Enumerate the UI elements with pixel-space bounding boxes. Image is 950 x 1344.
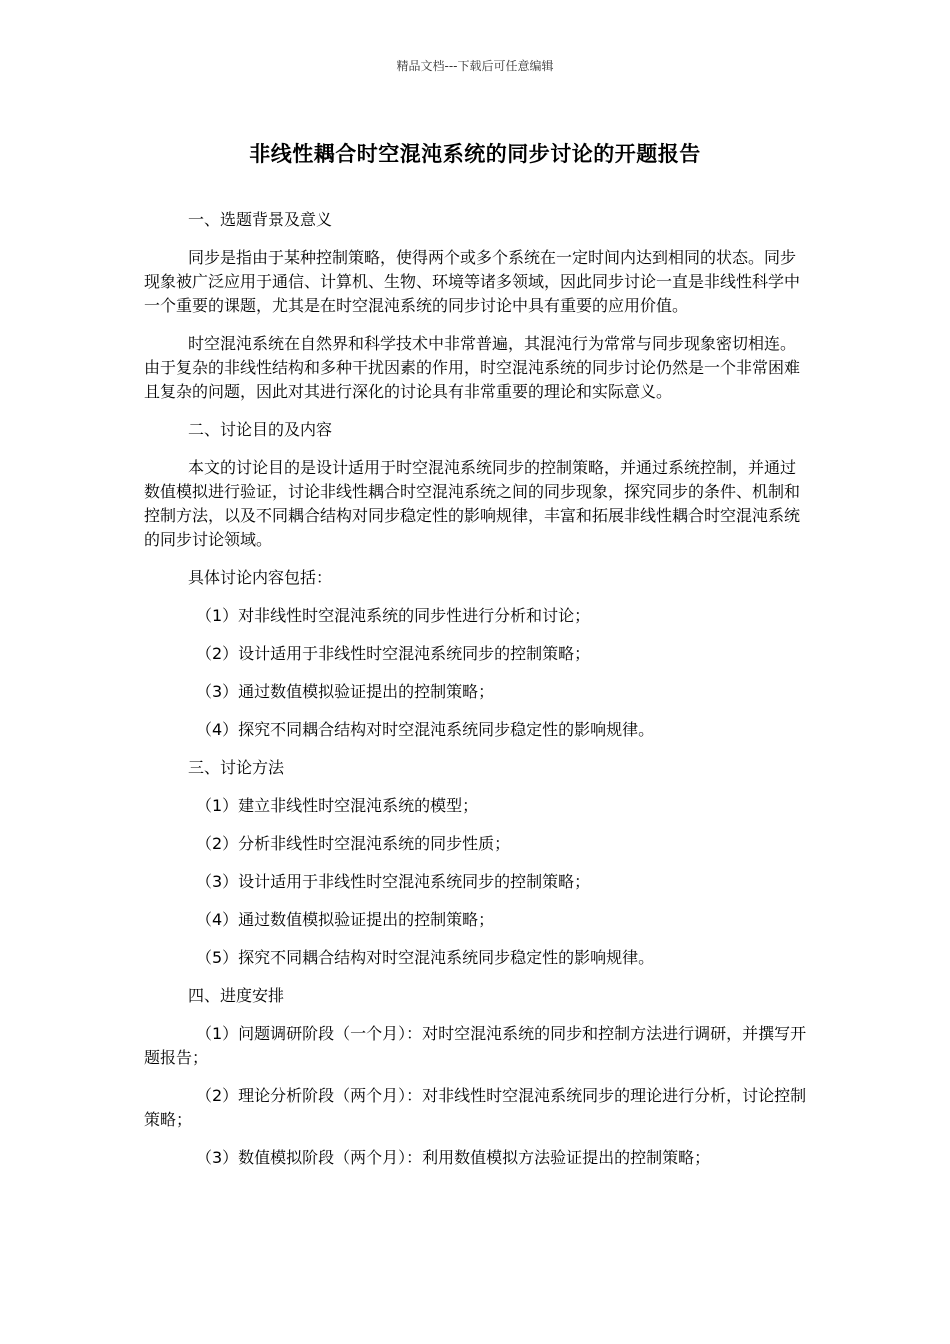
content-intro: 具体讨论内容包括： bbox=[188, 568, 333, 587]
section-heading-methods: 三、讨论方法 bbox=[188, 758, 285, 777]
content-item-4: （4）探究不同耦合结构对时空混沌系统同步稳定性的影响规律。 bbox=[196, 720, 655, 739]
section-heading-background: 一、选题背景及意义 bbox=[188, 210, 333, 229]
method-item-3: （3）设计适用于非线性时空混沌系统同步的控制策略； bbox=[196, 872, 591, 891]
section-heading-schedule: 四、进度安排 bbox=[188, 986, 285, 1005]
content-item-3: （3）通过数值模拟验证提出的控制策略； bbox=[196, 682, 495, 701]
content-item-2: （2）设计适用于非线性时空混沌系统同步的控制策略； bbox=[196, 644, 591, 663]
schedule-item-2: （2）理论分析阶段（两个月）：对非线性时空混沌系统同步的理论进行分析，讨论控制策略； bbox=[144, 1086, 807, 1129]
content-item-1: （1）对非线性时空混沌系统的同步性进行分析和讨论； bbox=[196, 606, 591, 625]
schedule-item-1: （1）问题调研阶段（一个月）：对时空混沌系统的同步和控制方法进行调研，并撰写开题报告； bbox=[144, 1024, 807, 1067]
method-item-4: （4）通过数值模拟验证提出的控制策略； bbox=[196, 910, 495, 929]
schedule-item-3: （3）数值模拟阶段（两个月）：利用数值模拟方法验证提出的控制策略； bbox=[196, 1148, 711, 1167]
document-body bbox=[144, 208, 809, 1170]
document-title: 非线性耦合时空混沌系统的同步讨论的开题报告 bbox=[249, 142, 701, 166]
section-heading-objectives: 二、讨论目的及内容 bbox=[188, 420, 333, 439]
paragraph-background-1: 同步是指由于某种控制策略，使得两个或多个系统在一定时间内达到相同的状态。同步现象被广泛应用于通信、计算机、生物、环境等诸多领域，因此同步讨论一直是非线性科学中一个重要的课题，尤其是在时空混沌系统的同步讨论中具有重要的应用价值。 bbox=[144, 248, 801, 315]
method-item-1: （1）建立非线性时空混沌系统的模型； bbox=[196, 796, 479, 815]
paragraph-objectives: 本文的讨论目的是设计适用于时空混沌系统同步的控制策略，并通过系统控制，并通过数值模拟进行验证，讨论非线性耦合时空混沌系统之间的同步现象，探究同步的条件、机制和控制方法，以及不同耦合结构对同步稳定性的影响规律，丰富和拓展非线性耦合时空混沌系统的同步讨论领域。 bbox=[144, 458, 801, 549]
header-note: 精品文档---下载后可任意编辑 bbox=[396, 59, 554, 73]
method-item-2: （2）分析非线性时空混沌系统的同步性质； bbox=[196, 834, 511, 853]
paragraph-background-2: 时空混沌系统在自然界和科学技术中非常普遍，其混沌行为常常与同步现象密切相连。由于复杂的非线性结构和多种干扰因素的作用，时空混沌系统的同步讨论仍然是一个非常困难且复杂的问题，因此对其进行深化的讨论具有非常重要的理论和实际意义。 bbox=[144, 334, 801, 401]
method-item-5: （5）探究不同耦合结构对时空混沌系统同步稳定性的影响规律。 bbox=[196, 948, 655, 967]
